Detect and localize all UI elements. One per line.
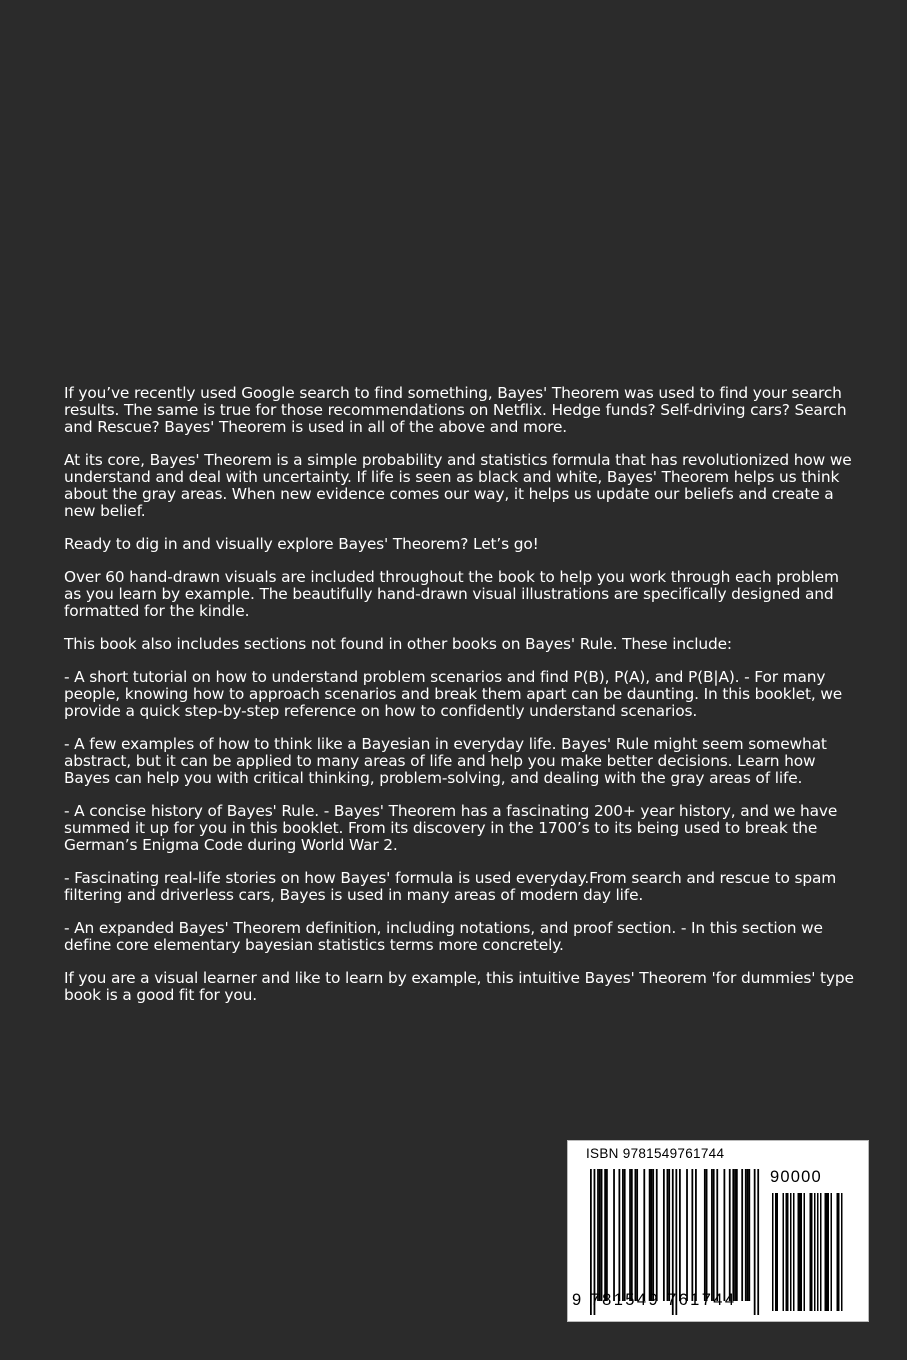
- addon-bar: [817, 1193, 819, 1311]
- barcode-bar: [667, 1169, 669, 1301]
- barcode-bar: [704, 1169, 706, 1301]
- barcode-bar: [747, 1169, 749, 1301]
- paragraph-core: At its core, Bayes' Theorem is a simple probability and statistics formula that has revolutionized how we understand and deal with uncertainty. If life is seen as black and white, Bayes' Theorem helps us think about the gray areas. When new evidence comes our way, it helps us update our beliefs and create a new belief.: [64, 451, 852, 520]
- barcode-bar: [597, 1169, 599, 1301]
- barcode-bar: [599, 1169, 601, 1301]
- addon-bar: [786, 1193, 788, 1311]
- addon-bar: [838, 1193, 840, 1311]
- addon-bar: [810, 1193, 812, 1311]
- barcode-bar: [686, 1169, 688, 1301]
- barcode-bar: [713, 1169, 715, 1301]
- barcode-bar: [724, 1169, 726, 1301]
- addon-bar: [801, 1193, 803, 1311]
- addon-bar: [787, 1193, 789, 1311]
- barcode-bar: [736, 1169, 738, 1301]
- barcode-bar: [668, 1169, 670, 1301]
- barcode-digits: 9 781549 761744: [572, 1291, 737, 1309]
- barcode-bar: [741, 1169, 743, 1301]
- addon-bar: [837, 1193, 839, 1311]
- addon-bar: [793, 1193, 795, 1311]
- addon-bar: [777, 1193, 779, 1311]
- barcode-bar: [636, 1169, 638, 1301]
- addon-bar: [799, 1193, 801, 1311]
- barcode-bar: [729, 1169, 731, 1301]
- barcode-bar: [635, 1169, 637, 1301]
- barcode-bar: [618, 1169, 620, 1301]
- barcode-bar: [716, 1169, 718, 1301]
- barcode-bar: [622, 1169, 624, 1301]
- addon-bar: [775, 1193, 777, 1311]
- price-code: 90000: [770, 1168, 822, 1186]
- addon-bar: [783, 1193, 785, 1311]
- barcode-bar: [706, 1169, 708, 1301]
- paragraph-examples: - A few examples of how to think like a Bayesian in everyday life. Bayes' Rule might seem somewhat abstract, but it can be applied to many areas of life and help you make better decisions. Learn how Bayes can help you with critical thinking, problem-solving, and dealing with the gray areas of life.: [64, 735, 827, 787]
- barcode-bar: [601, 1169, 603, 1301]
- addon-bar: [825, 1193, 827, 1311]
- paragraph-tutorial: - A short tutorial on how to understand problem scenarios and find P(B), P(A), and P(B|A). - For many people, knowing how to approach scenarios and break them apart can be daunting. In this booklet, we provide a quick step-by-step reference on how to confidently understand scenarios.: [64, 668, 843, 720]
- paragraph-history: - A concise history of Bayes' Rule. - Bayes' Theorem has a fascinating 200+ year history, and we have summed it up for you in this booklet. From its discovery in the 1700’s to its being used to break the German’s Enigma Code during World War 2.: [64, 802, 838, 854]
- barcode-bar: [691, 1169, 693, 1301]
- barcode-bar: [656, 1169, 658, 1301]
- barcode-bar: [663, 1169, 665, 1301]
- addon-bar: [811, 1193, 813, 1311]
- barcode-bar: [732, 1169, 734, 1301]
- barcode-bar: [629, 1169, 631, 1301]
- isbn-label: ISBN 9781549761744: [586, 1146, 725, 1161]
- barcode-bar: [679, 1169, 681, 1301]
- barcode-bar: [604, 1169, 606, 1301]
- barcode-bar: [643, 1169, 645, 1301]
- barcode-bar: [745, 1169, 747, 1301]
- addon-bar: [772, 1193, 774, 1311]
- barcode-bar: [631, 1169, 633, 1301]
- barcode-bar: [624, 1169, 626, 1301]
- barcode-bar: [651, 1169, 653, 1301]
- barcode-bar: [652, 1169, 654, 1301]
- paragraph-definition: - An expanded Bayes' Theorem definition, including notations, and proof section. - In this section we define core elementary bayesian statistics terms more concretely.: [64, 919, 823, 954]
- paragraph-stories: - Fascinating real-life stories on how Bayes' formula is used everyday.From search and rescue to spam filtering and driverless cars, Bayes is used in many areas of modern day life.: [64, 869, 837, 904]
- paragraph-visuals: Over 60 hand-drawn visuals are included throughout the book to help you work through each problem as you learn by example. The beautifully hand-drawn visual illustrations are specifically designed and formatted for the kindle.: [64, 568, 839, 620]
- addon-bar: [841, 1193, 843, 1311]
- barcode-bar: [606, 1169, 608, 1301]
- addon-bar: [804, 1193, 806, 1311]
- barcode-bar: [695, 1169, 697, 1301]
- barcode-bar: [613, 1169, 615, 1301]
- isbn-barcode: [567, 1140, 869, 1322]
- barcode-bar: [734, 1169, 736, 1301]
- addon-bar: [826, 1193, 828, 1311]
- paragraph-ready: Ready to dig in and visually explore Bayes' Theorem? Let’s go!: [64, 535, 539, 553]
- addon-bars: [772, 1193, 852, 1311]
- addon-bar: [831, 1193, 833, 1311]
- back-cover-description: [64, 385, 854, 1020]
- paragraph-intro: If you’ve recently used Google search to find something, Bayes' Theorem was used to find your search results. The same is true for those recommendations on Netflix. Hedge funds? Self-driving cars? Search and Rescue? Bayes' Theorem is used in all of the above and more.: [64, 384, 847, 436]
- addon-bar: [814, 1193, 816, 1311]
- paragraph-closing: If you are a visual learner and like to learn by example, this intuitive Bayes' Theorem 'for dummies' type book is a good fit for you.: [64, 969, 854, 1004]
- barcode-bar: [649, 1169, 651, 1301]
- barcode-bar: [748, 1169, 750, 1301]
- addon-bar: [820, 1193, 822, 1311]
- barcode-bar: [711, 1169, 713, 1301]
- addon-bar: [828, 1193, 830, 1311]
- addon-bar: [790, 1193, 792, 1311]
- paragraph-sections-intro: This book also includes sections not found in other books on Bayes' Rule. These include:: [64, 635, 732, 653]
- addon-bar: [798, 1193, 800, 1311]
